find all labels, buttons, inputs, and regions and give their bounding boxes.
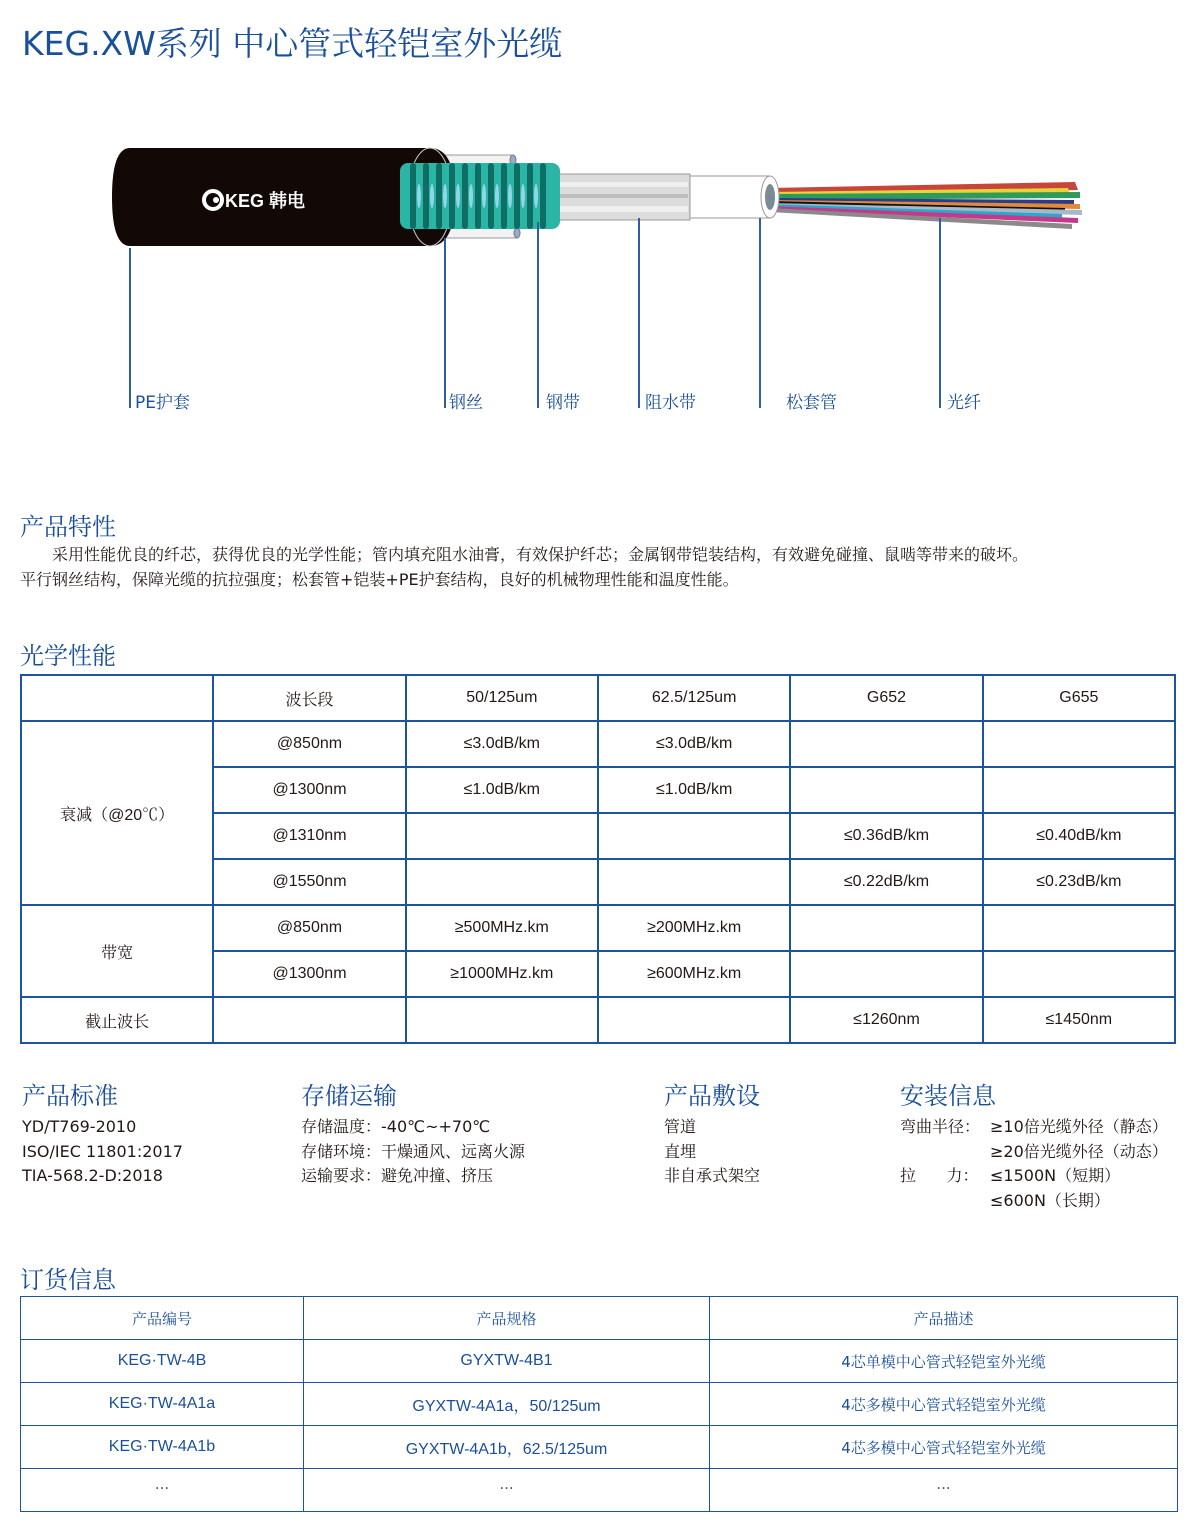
bend-radius-key: 弯曲半径： (900, 1117, 981, 1136)
order-table (20, 1296, 1178, 1512)
table-cell (790, 905, 982, 951)
standards-section (22, 1076, 183, 1189)
table-cell: ≤0.22dB/km (790, 859, 982, 905)
table-cell: ≤3.0dB/km (598, 721, 790, 767)
ellipsis-cell: ... (21, 1469, 304, 1512)
table-cell: ≥1000MHz.km (406, 951, 598, 997)
table-cell: @1300nm (213, 951, 405, 997)
table-cell: @850nm (213, 905, 405, 951)
bend-radius-dynamic: ≥20倍光缆外径（动态） (990, 1141, 1168, 1161)
header-cell (21, 675, 213, 721)
svg-text:KEG 韩电: KEG 韩电 (225, 191, 306, 211)
label-steel-tape: 钢带 (546, 393, 580, 413)
features-line-2: 平行钢丝结构，保障光缆的抗拉强度；松套管+铠装+PE护套结构，良好的机械物理性能和温度性能。 (20, 570, 739, 589)
table-cell: @1300nm (213, 767, 405, 813)
table-cell (983, 767, 1175, 813)
table-row (21, 721, 1175, 767)
product-spec: GYXTW-4B1 (304, 1340, 710, 1383)
table-cell (406, 813, 598, 859)
bandwidth-label: 带宽 (21, 905, 213, 997)
table-cell: @1310nm (213, 813, 405, 859)
table-cell: ≥600MHz.km (598, 951, 790, 997)
product-desc: 4芯多模中心管式轻铠室外光缆 (710, 1383, 1178, 1426)
table-cell: ≤1450nm (983, 997, 1175, 1043)
storage-item: 存储环境：干燥通风、远离火源 (301, 1141, 526, 1161)
label-steel-wire: 钢丝 (449, 393, 483, 413)
install-heading: 安装信息 (900, 1082, 996, 1110)
header-cell: 50/125um (406, 675, 598, 721)
storage-item: 运输要求：避免冲撞、挤压 (301, 1166, 494, 1185)
header-cell: G652 (790, 675, 982, 721)
table-cell (790, 951, 982, 997)
attenuation-label: 衰减（@20℃） (21, 721, 213, 905)
cable-diagram (0, 130, 1200, 270)
table-cell (598, 997, 790, 1043)
table-cell (406, 997, 598, 1043)
tension-long: ≤600N（长期） (990, 1190, 1110, 1210)
standard-item: YD/T769-2010 (22, 1117, 137, 1136)
features-paragraph (20, 542, 1185, 592)
table-header-row (21, 1297, 1178, 1340)
product-desc: 4芯单模中心管式轻铠室外光缆 (710, 1340, 1178, 1383)
order-heading: 订货信息 (20, 1266, 116, 1294)
laying-item: 非自承式架空 (664, 1166, 761, 1185)
table-row (21, 1469, 1178, 1512)
header-cell: 波长段 (213, 675, 405, 721)
cutoff-label: 截止波长 (21, 997, 213, 1043)
label-water-block: 阻水带 (645, 393, 696, 413)
table-row (21, 905, 1175, 951)
label-loose-tube: 松套管 (786, 393, 837, 413)
product-code: KEG·TW-4A1a (21, 1383, 304, 1426)
product-spec: GYXTW-4A1b，62.5/125um (304, 1426, 710, 1469)
storage-section (301, 1076, 525, 1189)
fiber-bundle-icon (770, 182, 1082, 229)
tension-key: 拉 力： (900, 1166, 979, 1185)
header-cell: 产品描述 (710, 1297, 1178, 1340)
table-row (21, 1340, 1178, 1383)
leader-line-fiber (939, 218, 941, 408)
table-header-row (21, 675, 1175, 721)
table-cell (983, 721, 1175, 767)
table-cell: @850nm (213, 721, 405, 767)
table-row (21, 1383, 1178, 1426)
table-cell: ≤0.23dB/km (983, 859, 1175, 905)
table-cell (598, 813, 790, 859)
table-cell: ≥500MHz.km (406, 905, 598, 951)
storage-heading: 存储运输 (301, 1082, 397, 1110)
optical-performance-table (20, 674, 1176, 1044)
table-cell: ≤0.36dB/km (790, 813, 982, 859)
header-cell: 62.5/125um (598, 675, 790, 721)
leader-line-pe-jacket (129, 248, 131, 408)
label-pe-jacket: PE护套 (135, 393, 190, 413)
table-cell: ≤1260nm (790, 997, 982, 1043)
laying-item: 直埋 (664, 1141, 697, 1161)
standards-heading: 产品标准 (22, 1082, 118, 1110)
table-cell (406, 859, 598, 905)
features-heading: 产品特性 (20, 513, 116, 541)
table-cell (790, 721, 982, 767)
table-row (21, 997, 1175, 1043)
label-fiber: 光纤 (947, 393, 981, 413)
table-cell (213, 997, 405, 1043)
storage-item: 存储温度：-40℃~+70℃ (301, 1117, 491, 1136)
leader-line-water-block (638, 218, 640, 408)
table-cell (983, 905, 1175, 951)
leader-line-loose-tube (759, 218, 761, 408)
laying-item: 管道 (664, 1117, 697, 1136)
standard-item: ISO/IEC 11801:2017 (22, 1141, 183, 1161)
product-desc: 4芯多模中心管式轻铠室外光缆 (710, 1426, 1178, 1469)
leader-line-steel-tape (537, 222, 539, 408)
ellipsis-cell: ... (304, 1469, 710, 1512)
table-cell (790, 767, 982, 813)
page-title: KEG.XW系列 中心管式轻铠室外光缆 (22, 24, 563, 63)
features-line-1: 采用性能优良的纤芯，获得优良的光学性能；管内填充阻水油膏，有效保护纤芯；金属钢带铠装结构，有效避免碰撞、鼠啮等带来的破坏。 (52, 545, 1029, 564)
table-cell: ≤1.0dB/km (406, 767, 598, 813)
table-cell: ≤1.0dB/km (598, 767, 790, 813)
tension-short: ≤1500N（短期） (990, 1166, 1121, 1185)
table-cell: ≤3.0dB/km (406, 721, 598, 767)
product-code: KEG·TW-4A1b (21, 1426, 304, 1469)
table-cell: @1550nm (213, 859, 405, 905)
table-row (21, 1426, 1178, 1469)
table-cell: ≥200MHz.km (598, 905, 790, 951)
table-cell (598, 859, 790, 905)
laying-section (664, 1076, 760, 1189)
standard-item: TIA-568.2-D:2018 (22, 1166, 163, 1185)
header-cell: 产品规格 (304, 1297, 710, 1340)
bend-radius-static: ≥10倍光缆外径（静态） (990, 1117, 1168, 1136)
header-cell: G655 (983, 675, 1175, 721)
header-cell: 产品编号 (21, 1297, 304, 1340)
product-spec: GYXTW-4A1a，50/125um (304, 1383, 710, 1426)
ellipsis-cell: ... (710, 1469, 1178, 1512)
table-cell (983, 951, 1175, 997)
install-section (900, 1076, 1168, 1213)
leader-line-steel-wire (444, 238, 446, 408)
table-cell: ≤0.40dB/km (983, 813, 1175, 859)
laying-heading: 产品敷设 (664, 1082, 760, 1110)
product-code: KEG·TW-4B (21, 1340, 304, 1383)
optical-heading: 光学性能 (20, 642, 116, 670)
